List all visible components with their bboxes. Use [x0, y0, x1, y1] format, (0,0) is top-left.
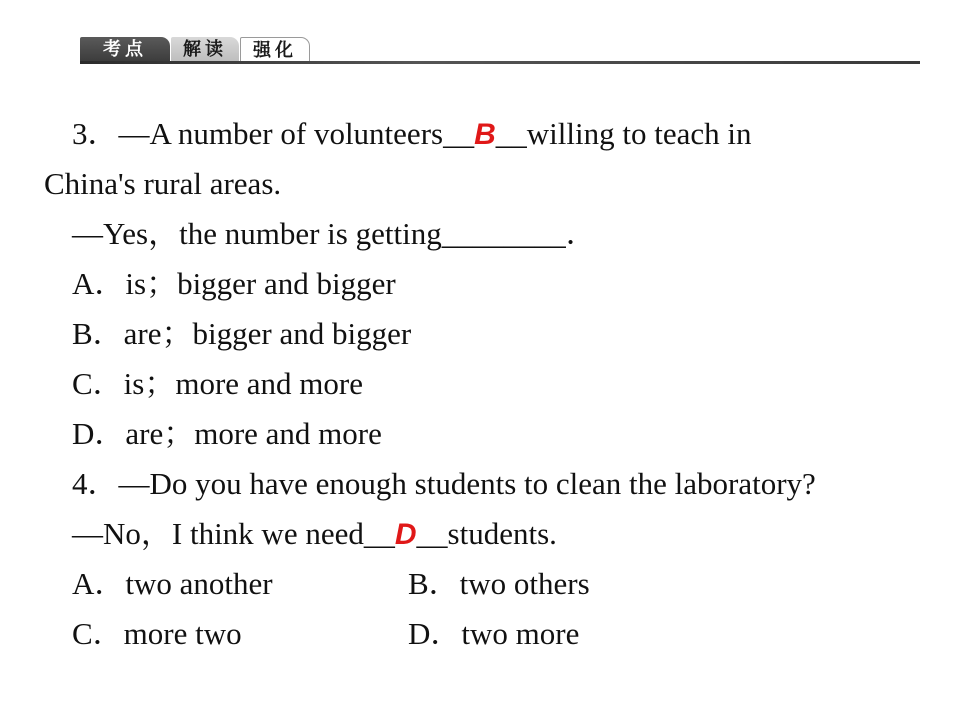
q3-stem-before: 3．—A number of volunteers__ [72, 116, 475, 151]
q3-option-a: A．is；bigger and bigger [72, 266, 396, 301]
q4-option-d: D．two more [408, 616, 580, 651]
tab-jiedu: 解读 [171, 37, 239, 63]
q4-answer: D [394, 518, 417, 551]
q3-stem-after: __willing to teach in [495, 116, 752, 151]
header-tabs [80, 36, 311, 63]
q3-stem-line2: China's rural areas. [44, 166, 282, 201]
q3-option-b: B．are；bigger and bigger [72, 316, 412, 351]
q3-answer: B [474, 118, 496, 151]
q3-option-d: D．are；more and more [72, 416, 382, 451]
tab-kaodian: 考点 [80, 37, 170, 63]
q4-reply [72, 516, 557, 553]
q3-reply: —Yes，the number is getting________． [72, 216, 597, 251]
header-divider [80, 61, 920, 64]
q4-option-b: B．two others [408, 566, 590, 601]
q4-reply-after: __students. [416, 516, 557, 551]
tab-qianghua: 强化 [240, 37, 310, 63]
q4-stem: 4．—Do you have enough students to clean the laboratory? [72, 466, 816, 501]
q3-option-c: C．is；more and more [72, 366, 364, 401]
q4-option-a: A．two another [72, 566, 273, 601]
q4-option-c: C．more two [72, 616, 242, 651]
q3-stem-line1 [72, 116, 751, 153]
q4-reply-before: —No，I think we need__ [72, 516, 395, 551]
